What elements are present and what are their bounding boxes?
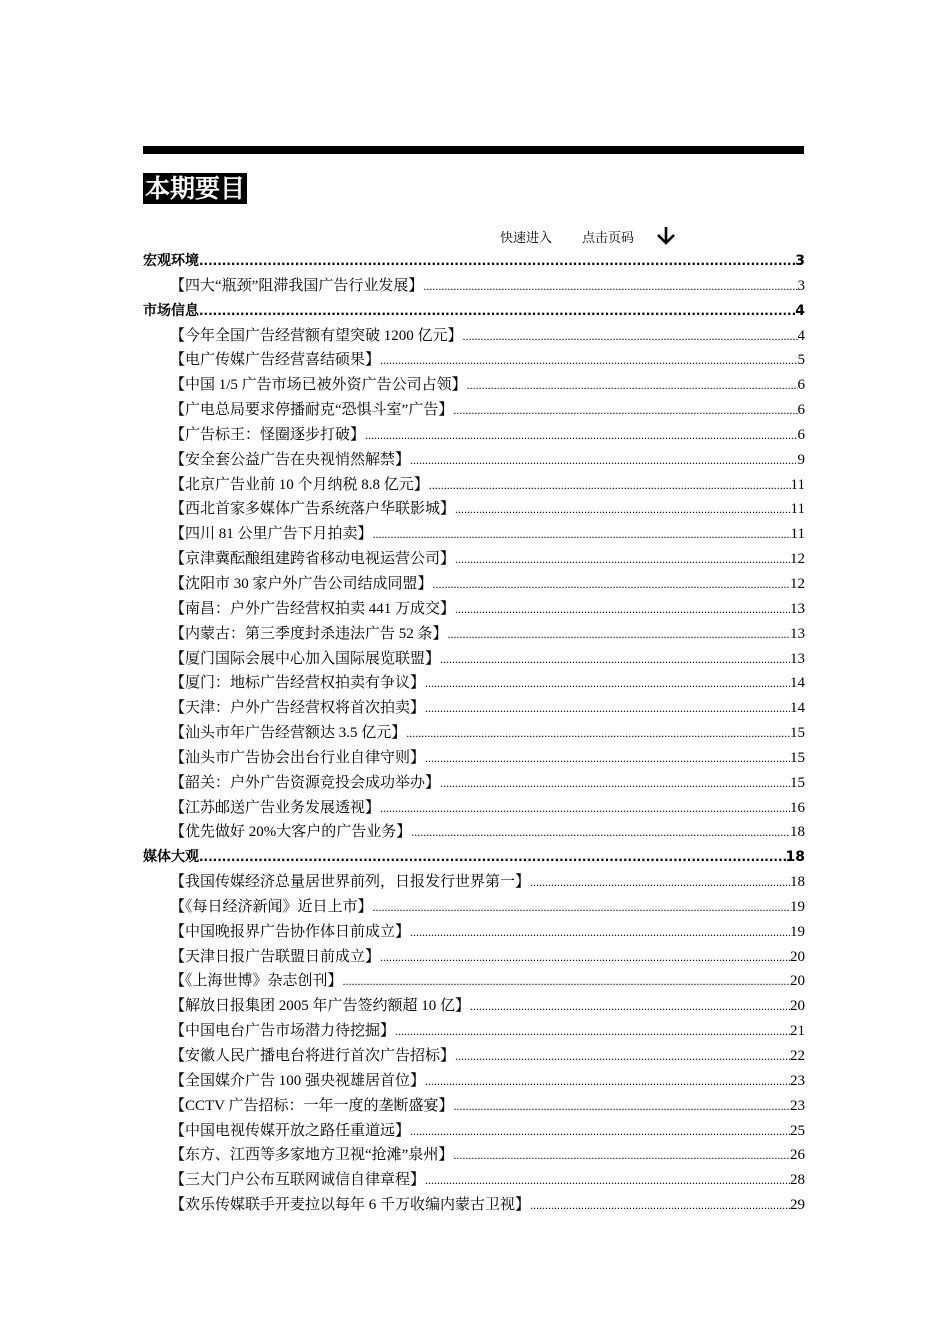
toc-leader-dots [425,1168,790,1193]
toc-title: 【安徽人民广播电台将进行首次广告招标】 [170,1048,456,1064]
toc-entry[interactable] [143,647,805,672]
toc-title: 【中国 1/5 广告市场已被外资广告公司占领】 [170,377,467,394]
toc-leader-dots [380,348,797,373]
toc-entry[interactable] [143,597,805,622]
toc-page-link[interactable]: 26 [790,1147,805,1164]
toc-page-link[interactable]: 19 [790,923,805,940]
toc-entry[interactable] [143,1168,805,1193]
toc-title: 【《上海世博》杂志创刊】 [170,973,343,990]
toc-title: 【韶关：户外广告资源竞投会成功举办】 [170,774,441,791]
toc-leader-dots [373,522,791,547]
toc-page-link[interactable]: 18 [790,874,805,891]
top-rule [143,146,804,154]
toc-page-link[interactable]: 12 [790,551,805,568]
toc-leader-dots [463,324,798,349]
toc-entry[interactable] [143,622,805,647]
toc-page-link[interactable]: 13 [790,650,805,667]
toc-entry[interactable] [143,373,805,398]
toc-entry[interactable] [143,721,805,746]
toc-title: 【四大“瓶颈”阻滞我国广告行业发展】 [170,277,424,294]
toc-page-link[interactable]: 6 [797,426,805,443]
toc-title: 市场信息 [143,302,199,319]
toc-entry[interactable] [143,696,805,721]
toc-title: 【江苏邮送广告业务发展透视】 [170,799,381,816]
toc-entry[interactable] [143,920,805,945]
toc-section[interactable] [143,845,805,870]
toc-leader-dots [425,696,790,721]
toc-entry[interactable] [143,1193,805,1218]
toc-leader-dots [380,796,790,821]
toc-page-link[interactable]: 9 [797,451,805,468]
toc-page-link[interactable]: 14 [790,700,805,717]
toc-leader-dots [410,448,797,473]
toc-title: 宏观环境 [143,253,199,269]
toc-entry[interactable] [143,1019,805,1044]
toc-leader-dots [453,398,797,423]
toc-entry[interactable] [143,1143,805,1168]
toc-leader-dots [199,249,795,274]
toc-entry[interactable] [143,497,805,522]
toc-title: 【中国晚报界广告协作体日前成立】 [170,923,411,940]
page-title: 本期要目 [145,174,246,203]
toc-leader-dots [425,1069,790,1094]
toc-leader-dots [453,1143,790,1168]
toc-leader-dots [455,597,790,622]
toc-page-link[interactable]: 21 [790,1023,805,1040]
toc-title: 【南昌：户外广告经营权拍卖 441 万成交】 [170,600,456,617]
toc-page-link[interactable]: 11 [790,501,805,518]
toc-title: 【天津日报广告联盟日前成立】 [170,948,381,965]
toc-entry[interactable] [143,348,805,373]
toc-title: 【北京广告业前 10 个月纳税 8.8 亿元】 [170,476,429,493]
toc-leader-dots [373,895,790,920]
toc-leader-dots [530,1193,790,1218]
toc-entry[interactable] [143,448,805,473]
toc-entry[interactable] [143,547,805,572]
toc-entry[interactable] [143,473,805,498]
toc-title: 【优先做好 20%大客户的广告业务】 [170,824,412,841]
toc-entry[interactable] [143,398,805,423]
toc-entry[interactable] [143,945,805,970]
quick-enter-label: 快速进入 [500,229,553,245]
toc-title: 【电广传媒广告经营喜结硕果】 [170,352,381,369]
toc-page-link[interactable]: 29 [790,1197,805,1214]
toc-title: 【今年全国广告经营额有望突破 1200 亿元】 [170,327,463,344]
toc-page-link[interactable]: 13 [790,625,805,642]
toc-leader-dots [440,647,790,672]
toc-page-link[interactable]: 4 [795,302,805,319]
toc-leader-dots [406,721,790,746]
toc-entry[interactable] [143,1044,805,1069]
toc-title: 【四川 81 公里广告下月拍卖】 [170,526,373,543]
toc-entry[interactable] [143,870,805,895]
toc-entry[interactable] [143,796,805,821]
toc-leader-dots [380,945,790,970]
toc-title: 【解放日报集团 2005 年广告签约额超 10 亿】 [170,998,471,1015]
toc-leader-dots [425,746,790,771]
toc-title: 【厦门国际会展中心加入国际展览联盟】 [170,650,441,667]
toc-entry[interactable] [143,1069,805,1094]
toc-title: 【京津冀酝酿组建跨省移动电视运营公司】 [170,551,456,568]
toc-leader-dots [410,920,790,945]
toc-leader-dots [199,299,795,324]
toc-entry[interactable] [143,324,805,349]
toc-entry[interactable] [143,522,805,547]
toc-title: 【我国传媒经济总量居世界前列，日报发行世界第一】 [170,874,531,891]
toc-page-link[interactable]: 3 [795,253,805,269]
toc-leader-dots [467,373,798,398]
toc-title: 【广电总局要求停播耐克“恐惧斗室”广告】 [170,402,454,419]
toc-page-link[interactable]: 20 [790,973,805,990]
toc-title: 【中国电台广告市场潜力待挖掘】 [170,1023,396,1040]
toc-page-link[interactable]: 6 [797,402,805,419]
toc-entry[interactable] [143,423,805,448]
toc-title: 【中国电视传媒开放之路任重道远】 [170,1122,411,1139]
toc-page-link[interactable]: 3 [797,277,805,294]
toc-leader-dots [530,870,790,895]
toc-page-link[interactable]: 5 [797,352,805,369]
toc-page-link[interactable]: 15 [790,774,805,791]
toc-leader-dots [429,473,791,498]
toc-entry[interactable] [143,771,805,796]
toc-title: 【全国媒介广告 100 强央视雄居首位】 [170,1072,426,1089]
toc-page-link[interactable]: 11 [790,476,805,493]
toc-leader-dots [199,845,786,870]
toc-leader-dots [410,1119,790,1144]
toc-entry[interactable] [143,274,805,299]
toc-leader-dots [455,497,791,522]
toc-title: 【汕头市广告协会出台行业自律守则】 [170,749,426,766]
toc-entry[interactable] [143,895,805,920]
toc-page-link[interactable]: 19 [790,898,805,915]
toc-page-link[interactable]: 20 [790,948,805,965]
toc-title: 【厦门：地标广告经营权拍卖有争议】 [170,675,426,692]
toc-entry[interactable] [143,746,805,771]
toc-title: 【安全套公益广告在央视悄然解禁】 [170,451,411,468]
toc-page-link[interactable]: 13 [790,600,805,617]
toc-leader-dots [425,671,790,696]
toc-title: 【《每日经济新闻》近日上市】 [170,898,373,915]
toc-leader-dots [365,423,797,448]
toc-page-link[interactable]: 15 [790,749,805,766]
table-of-contents [143,249,805,1218]
toc-page-link[interactable]: 28 [790,1172,805,1189]
toc-entry[interactable] [143,572,805,597]
click-page-label: 点击页码 [582,229,635,245]
toc-entry[interactable] [143,1119,805,1144]
toc-leader-dots [343,969,790,994]
toc-page-link[interactable]: 23 [790,1072,805,1089]
quick-nav [500,224,678,248]
toc-leader-dots [455,547,790,572]
toc-section[interactable] [143,249,805,274]
toc-entry[interactable] [143,1094,805,1119]
toc-leader-dots [440,771,790,796]
toc-title: 【三大门户公布互联网诚信自律章程】 [170,1172,426,1189]
toc-page-link[interactable]: 4 [797,327,805,344]
toc-page-link[interactable]: 14 [790,675,805,692]
toc-page-link[interactable]: 18 [785,849,805,866]
toc-leader-dots [454,1094,791,1119]
toc-title: 【西北首家多媒体广告系统落户华联影城】 [170,501,456,518]
toc-title: 【天津：户外广告经营权将首次拍卖】 [170,700,426,717]
toc-page-link[interactable]: 11 [790,526,805,543]
toc-page-link[interactable]: 16 [790,799,805,816]
toc-page-link[interactable]: 18 [790,824,805,841]
toc-title: 【沈阳市 30 家户外广告公司结成同盟】 [170,575,433,592]
toc-entry[interactable] [143,969,805,994]
toc-leader-dots [423,274,797,299]
toc-page-link[interactable]: 23 [790,1097,805,1114]
toc-title: 【东方、江西等多家地方卫视“抢滩”泉州】 [170,1147,454,1164]
toc-page-link[interactable]: 6 [797,377,805,394]
arrow-down-icon [654,224,678,248]
toc-title: 【CCTV 广告招标：一年一度的垄断盛宴】 [170,1097,454,1114]
toc-title: 【欢乐传媒联手开麦拉以每年 6 千万收编内蒙古卫视】 [170,1197,531,1214]
toc-entry[interactable] [143,820,805,845]
toc-title: 【广告标王：怪圈逐步打破】 [170,426,366,443]
toc-page-link[interactable]: 20 [790,998,805,1015]
toc-leader-dots [470,994,790,1019]
toc-page-link[interactable]: 15 [790,725,805,742]
toc-title: 【内蒙古：第三季度封杀违法广告 52 条】 [170,625,448,642]
toc-leader-dots [448,622,790,647]
toc-leader-dots [395,1019,790,1044]
toc-page-link[interactable]: 22 [790,1048,805,1064]
toc-title: 媒体大观 [143,849,199,866]
toc-entry[interactable] [143,671,805,696]
toc-page-link[interactable]: 25 [790,1122,805,1139]
toc-title: 【汕头市年广告经营额达 3.5 亿元】 [170,725,407,742]
toc-section[interactable] [143,299,805,324]
toc-page-link[interactable]: 12 [790,575,805,592]
toc-leader-dots [433,572,790,597]
toc-leader-dots [455,1044,790,1069]
toc-entry[interactable] [143,994,805,1019]
toc-leader-dots [411,820,790,845]
